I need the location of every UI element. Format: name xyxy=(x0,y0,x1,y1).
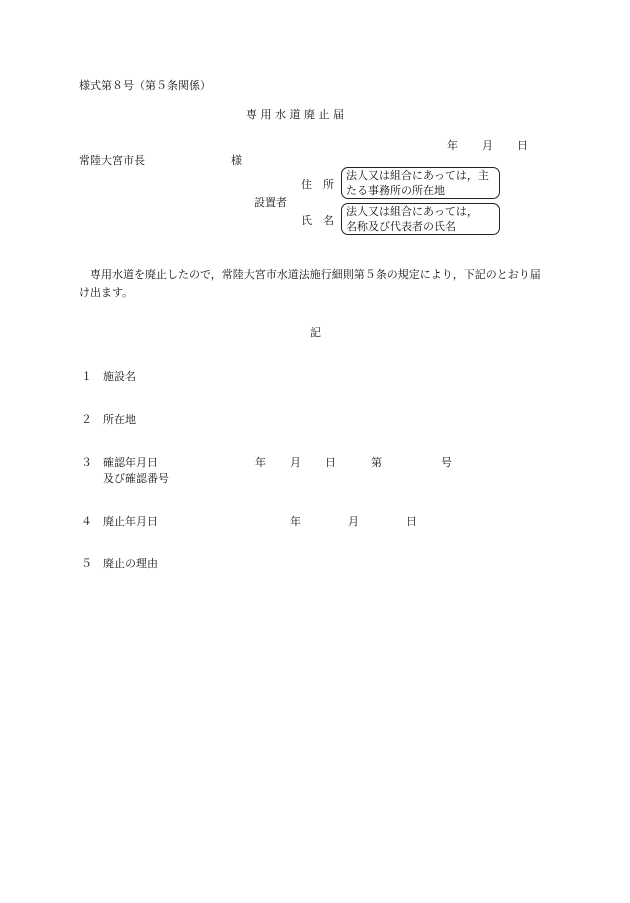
ki-heading: 記 xyxy=(310,326,321,339)
address-note-line1: 法人又は組合にあっては，主 xyxy=(346,169,489,182)
item-4-month: 月 xyxy=(348,515,359,528)
item-4-year: 年 xyxy=(290,515,301,528)
item-4-number: ４ xyxy=(81,515,92,528)
address-note-line2: たる事務所の所在地 xyxy=(346,184,445,197)
applicant-label: 設置者 xyxy=(254,196,287,209)
item-3-dai: 第 xyxy=(371,456,382,469)
date-year: 年 xyxy=(447,139,458,152)
date-month: 月 xyxy=(482,139,493,152)
addressee-honorific: 様 xyxy=(231,154,242,167)
body-paragraph: 専用水道を廃止したので，常陸大宮市水道法施行細則第５条の規定により，下記のとおり届け出ます。 xyxy=(79,268,541,299)
name-note-line1: 法人又は組合にあっては， xyxy=(346,205,478,218)
item-3-number: ３ xyxy=(81,456,92,469)
name-note-line2: 名称及び代表者の氏名 xyxy=(346,220,456,233)
document-title: 専 用 水 道 廃 止 届 xyxy=(246,108,344,121)
item-3-label-2: 及び確認番号 xyxy=(103,472,169,485)
item-4-day: 日 xyxy=(406,515,417,528)
item-2-number: ２ xyxy=(81,413,92,426)
item-1-label: 施設名 xyxy=(103,370,136,383)
form-number: 様式第８号（第５条関係） xyxy=(79,79,211,92)
item-2-label: 所在地 xyxy=(103,413,136,426)
item-3-day: 日 xyxy=(325,456,336,469)
item-5-label: 廃止の理由 xyxy=(103,557,158,570)
date-day: 日 xyxy=(517,139,528,152)
item-5-number: ５ xyxy=(81,557,92,570)
name-label: 氏 名 xyxy=(301,214,334,227)
item-4-label: 廃止年月日 xyxy=(103,515,158,528)
item-3-label-1: 確認年月日 xyxy=(103,456,158,469)
item-3-go: 号 xyxy=(441,456,452,469)
item-3-month: 月 xyxy=(290,456,301,469)
item-3-year: 年 xyxy=(255,456,266,469)
addressee-name: 常陸大宮市長 xyxy=(79,154,145,167)
address-label: 住 所 xyxy=(301,178,334,191)
item-1-number: １ xyxy=(81,370,92,383)
